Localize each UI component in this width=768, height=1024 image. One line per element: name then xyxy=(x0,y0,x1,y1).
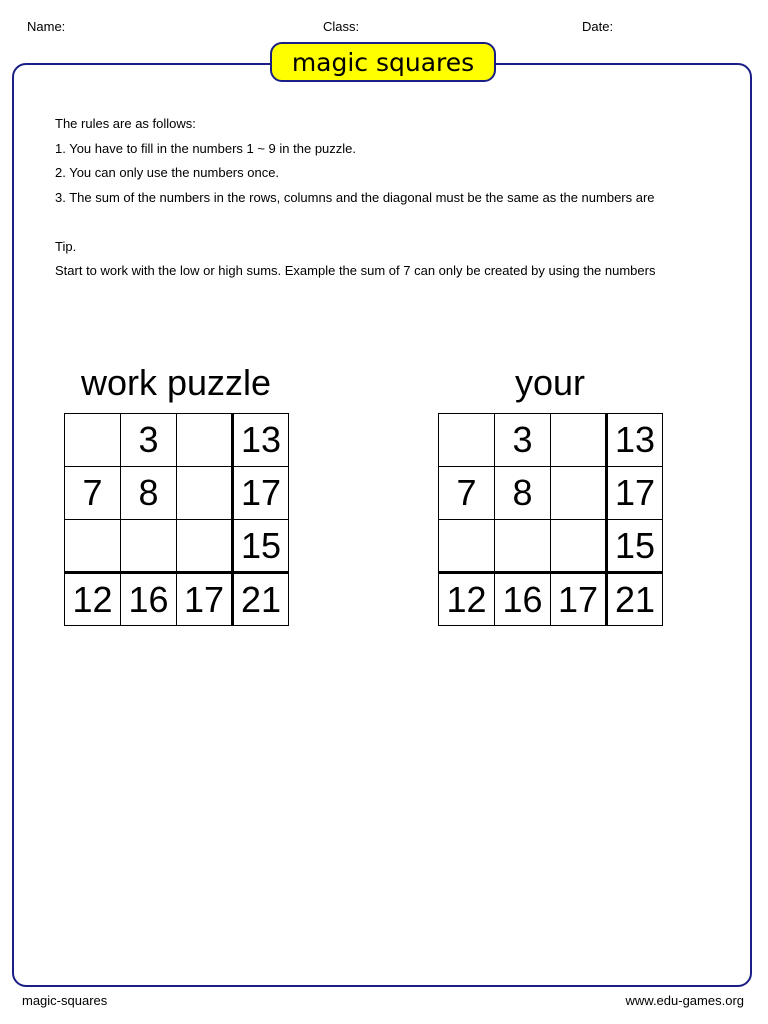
rule-1: 1. You have to fill in the numbers 1 ~ 9 in the puzzle. xyxy=(55,140,357,156)
column-sum-cell: 17 xyxy=(177,573,233,626)
tip-text: Start to work with the low or high sums. Example the sum of 7 can only be created by using the numbers xyxy=(55,263,656,278)
grid-cell[interactable] xyxy=(551,467,607,520)
column-sum-cell: 12 xyxy=(65,573,121,626)
grid-cell[interactable] xyxy=(551,520,607,573)
grid-cell[interactable] xyxy=(177,520,233,573)
grid-cell[interactable] xyxy=(177,467,233,520)
column-sum-cell: 16 xyxy=(121,573,177,626)
row-sum-cell: 15 xyxy=(233,520,289,573)
rule-2: 2. You can only use the numbers once. xyxy=(55,165,280,180)
footer-left: magic-squares xyxy=(22,993,108,1008)
your-puzzle-grid xyxy=(438,413,663,626)
grid-cell[interactable]: 7 xyxy=(65,467,121,520)
diagonal-sum-cell: 21 xyxy=(607,573,663,626)
your-puzzle-title: your xyxy=(514,362,586,403)
rule-3: 3. The sum of the numbers in the rows, columns and the diagonal must be the same as the numbers are xyxy=(55,189,655,205)
grid-cell[interactable]: 3 xyxy=(495,414,551,467)
grid-cell[interactable] xyxy=(177,414,233,467)
grid-cell[interactable] xyxy=(439,520,495,573)
column-sum-cell: 16 xyxy=(495,573,551,626)
name-label: Name: xyxy=(27,19,66,34)
diagonal-sum-cell: 21 xyxy=(233,573,289,626)
rules-heading: The rules are as follows: xyxy=(55,116,196,131)
class-label: Class: xyxy=(323,19,360,34)
grid-cell[interactable] xyxy=(121,520,177,573)
worksheet-title xyxy=(270,42,496,82)
grid-cell[interactable]: 8 xyxy=(121,467,177,520)
work-puzzle-grid xyxy=(64,413,289,626)
grid-cell[interactable]: 7 xyxy=(439,467,495,520)
date-label: Date: xyxy=(582,19,614,34)
row-sum-cell: 13 xyxy=(233,414,289,467)
row-sum-cell: 17 xyxy=(233,467,289,520)
work-puzzle-title: work puzzle xyxy=(80,362,272,403)
grid-cell[interactable] xyxy=(439,414,495,467)
grid-cell[interactable]: 8 xyxy=(495,467,551,520)
grid-cell[interactable] xyxy=(551,414,607,467)
grid-cell[interactable] xyxy=(65,520,121,573)
grid-cell[interactable] xyxy=(495,520,551,573)
column-sum-cell: 17 xyxy=(551,573,607,626)
row-sum-cell: 15 xyxy=(607,520,663,573)
worksheet-title-text: magic squares xyxy=(291,47,475,77)
row-sum-cell: 17 xyxy=(607,467,663,520)
row-sum-cell: 13 xyxy=(607,414,663,467)
footer-right: www.edu-games.org xyxy=(625,993,744,1008)
column-sum-cell: 12 xyxy=(439,573,495,626)
instructions xyxy=(55,112,655,284)
grid-cell[interactable] xyxy=(65,414,121,467)
grid-cell[interactable]: 3 xyxy=(121,414,177,467)
tip-heading: Tip. xyxy=(55,238,77,254)
